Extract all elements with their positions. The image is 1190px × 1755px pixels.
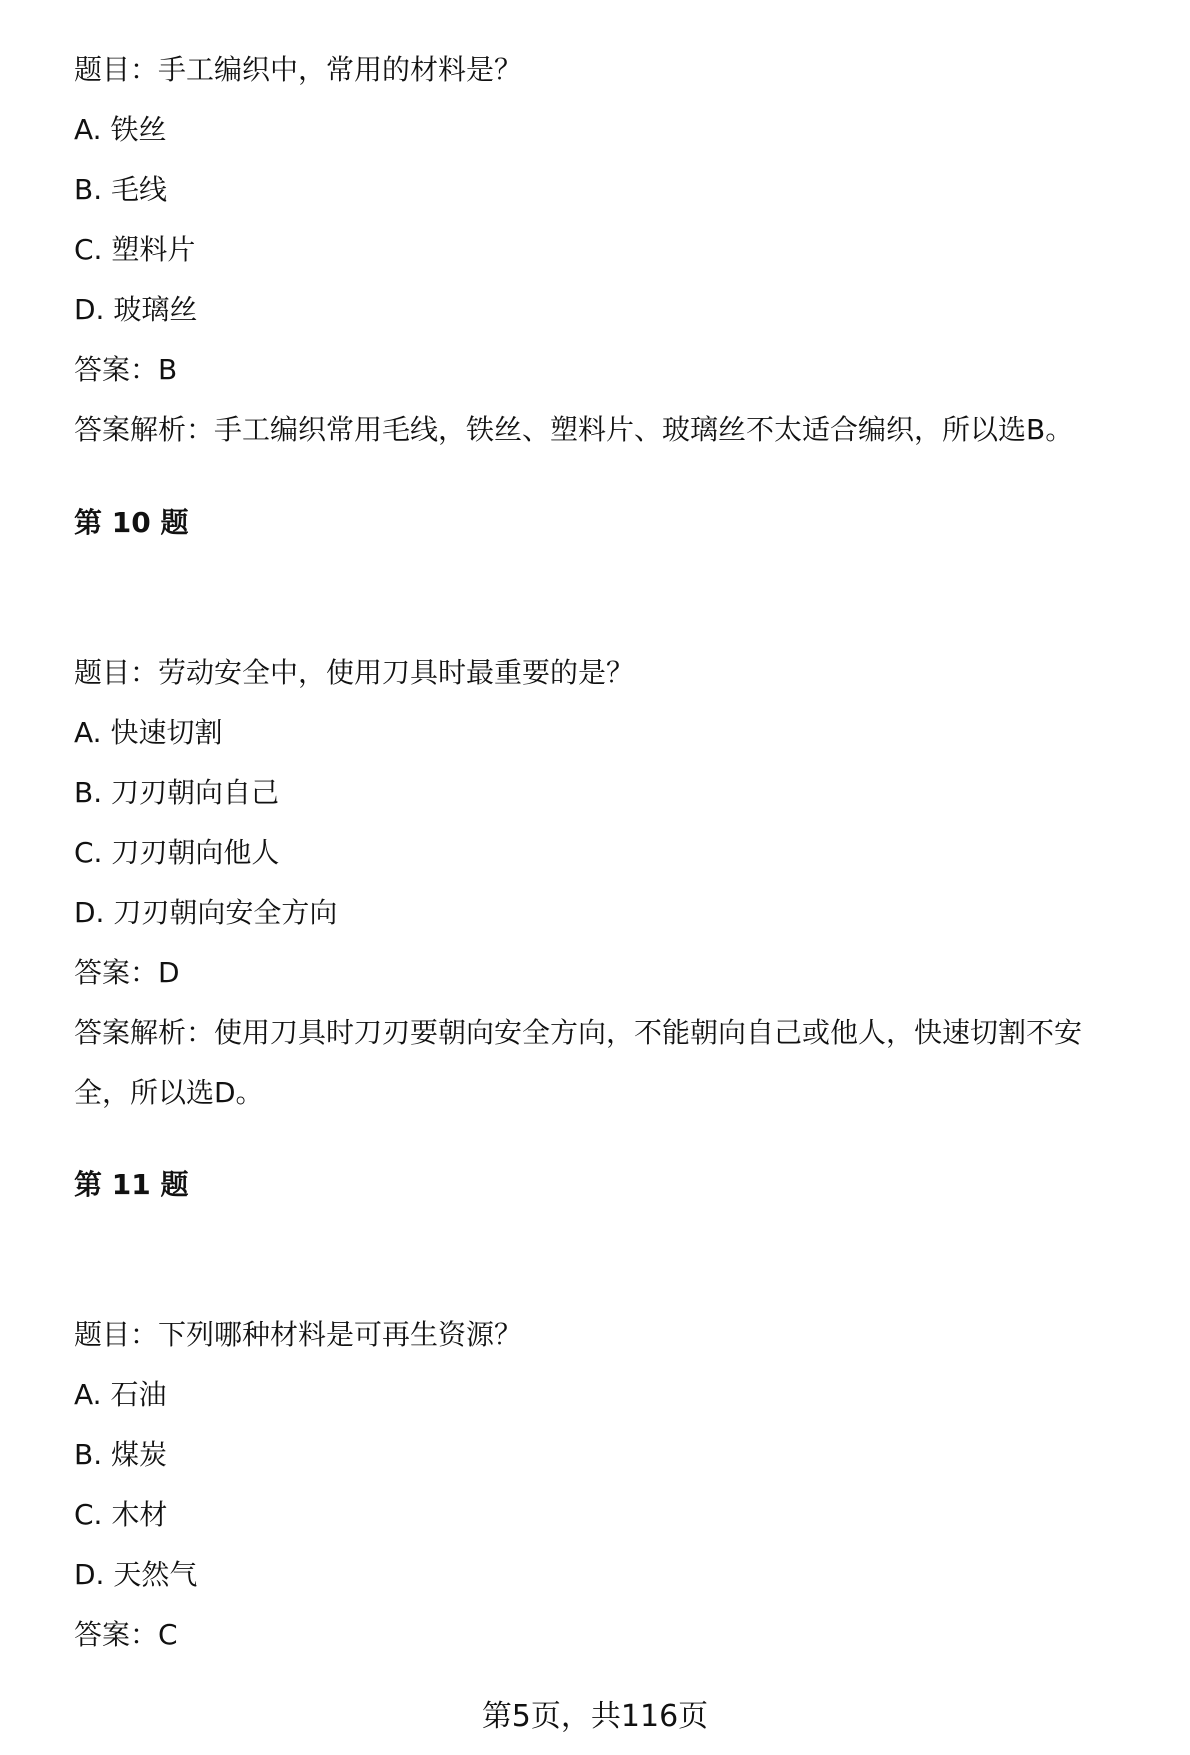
option-c: C. 木材: [74, 1498, 168, 1531]
option-c: C. 塑料片: [74, 233, 196, 266]
question-text: 题目：下列哪种材料是可再生资源？: [74, 1318, 523, 1351]
option-a: A. 铁丝: [74, 113, 167, 146]
answer: 答案：D: [74, 956, 180, 989]
option-b: B. 毛线: [74, 173, 168, 206]
option-b: B. 刀刃朝向自己: [74, 776, 280, 809]
answer-explanation: 答案解析：手工编织常用毛线，铁丝、塑料片、玻璃丝不太适合编织，所以选B。: [74, 413, 1074, 446]
option-d: D. 天然气: [74, 1558, 198, 1591]
question-heading: 第 11 题: [74, 1168, 189, 1201]
answer: 答案：C: [74, 1618, 178, 1651]
option-a: A. 快速切割: [74, 716, 223, 749]
answer: 答案：B: [74, 353, 178, 386]
page-indicator: 第5页，共116页: [481, 1699, 709, 1734]
answer-explanation-line-2: 全，所以选D。: [74, 1076, 264, 1109]
question-heading: 第 10 题: [74, 506, 189, 539]
question-text: 题目：劳动安全中，使用刀具时最重要的是？: [74, 656, 635, 689]
option-b: B. 煤炭: [74, 1438, 168, 1471]
answer-explanation-line-1: 答案解析：使用刀具时刀刃要朝向安全方向，不能朝向自己或他人，快速切割不安: [74, 1016, 1083, 1049]
option-d: D. 玻璃丝: [74, 293, 198, 326]
option-d: D. 刀刃朝向安全方向: [74, 896, 338, 929]
option-a: A. 石油: [74, 1378, 167, 1411]
question-text: 题目：手工编织中，常用的材料是？: [74, 53, 523, 86]
option-c: C. 刀刃朝向他人: [74, 836, 280, 869]
